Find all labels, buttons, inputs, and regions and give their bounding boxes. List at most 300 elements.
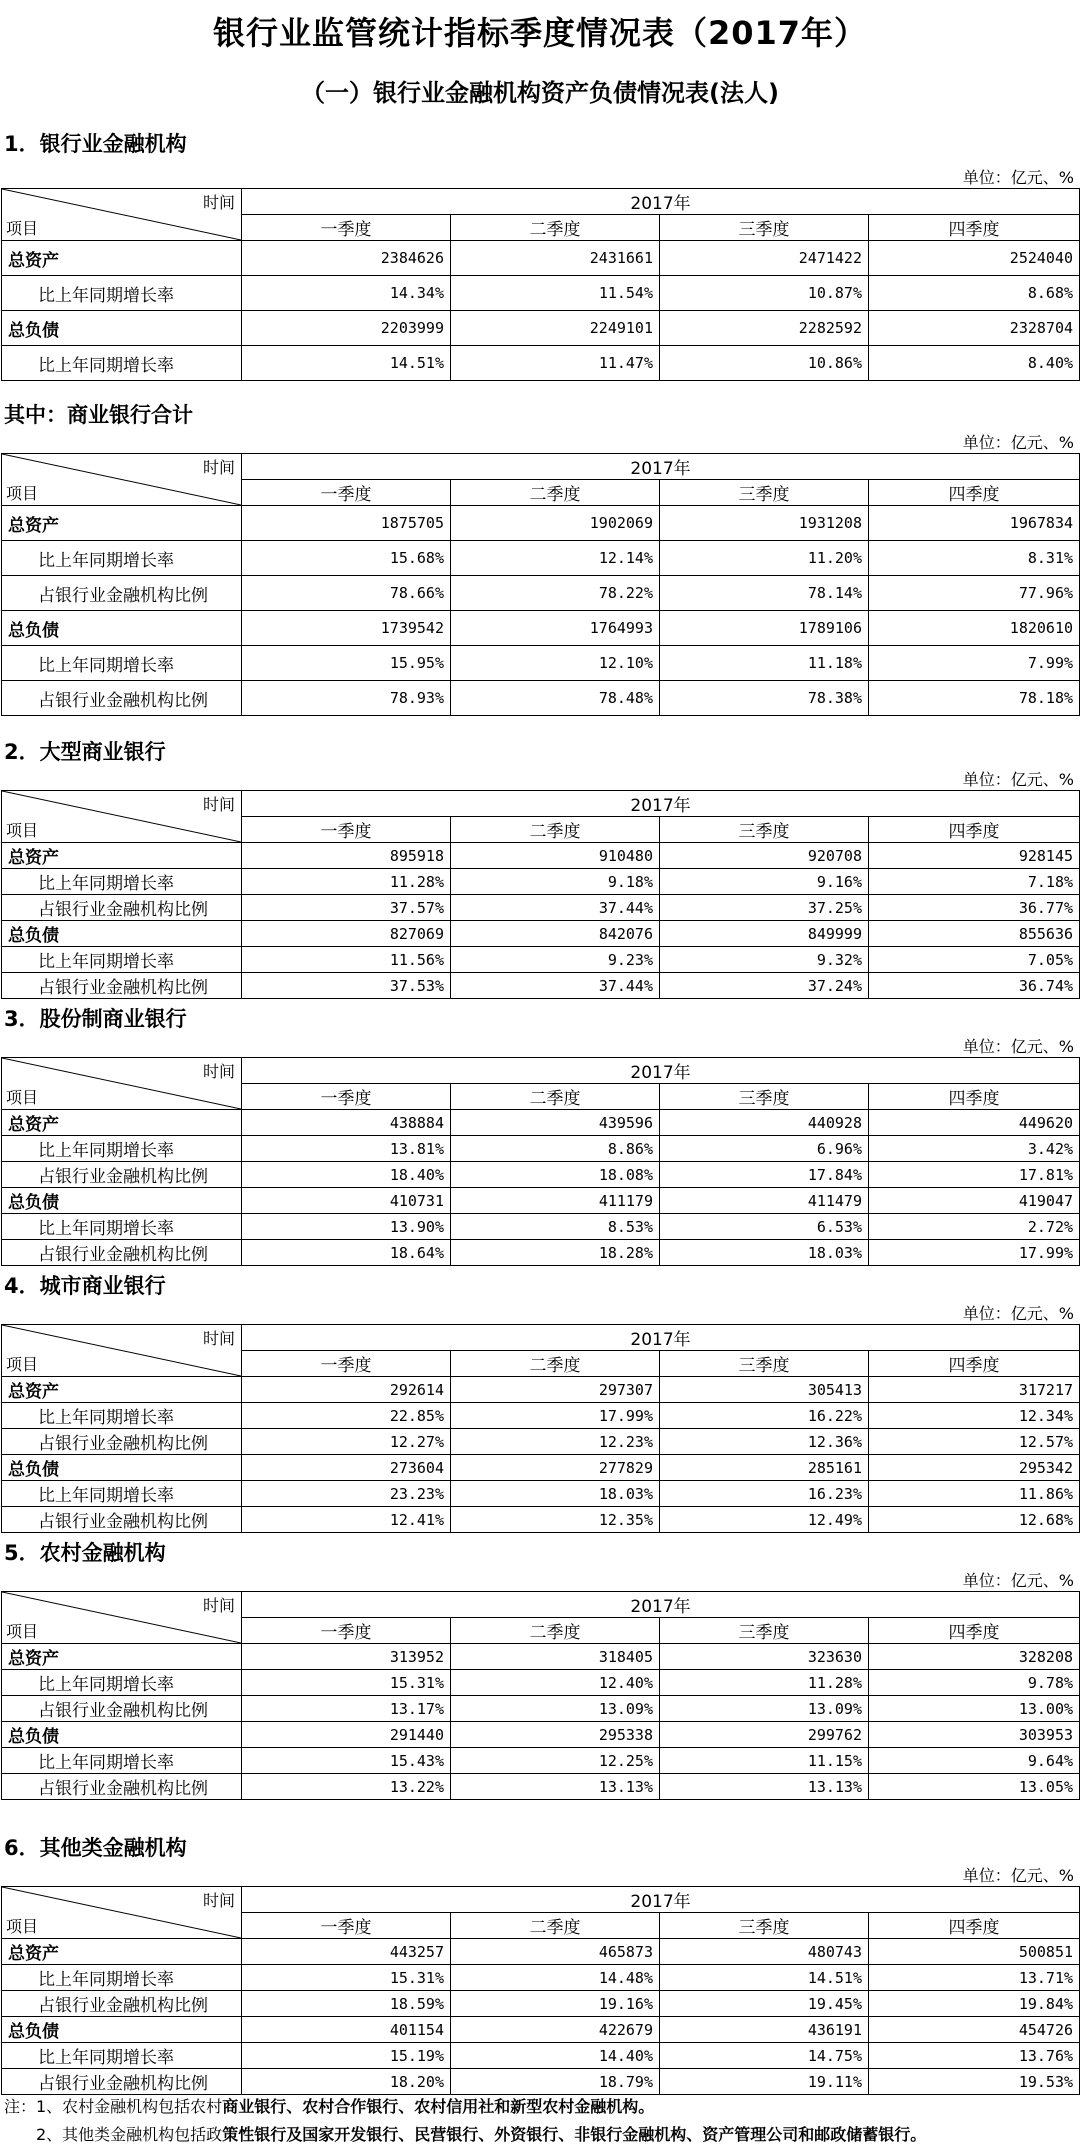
unit-label: 单位：亿元、% xyxy=(962,168,1074,187)
value-cell: 323630 xyxy=(660,1644,869,1670)
time-header-label: 时间 xyxy=(202,193,235,212)
value-cell: 438884 xyxy=(242,1110,451,1136)
value-cell: 9.18% xyxy=(451,869,660,895)
value-cell: 273604 xyxy=(242,1455,451,1481)
item-header-label: 项目 xyxy=(6,1917,39,1936)
quarter-header: 二季度 xyxy=(451,817,660,843)
table-row xyxy=(2,947,1080,973)
value-cell: 12.35% xyxy=(451,1507,660,1533)
section-title: 5．农村金融机构 xyxy=(4,1541,166,1565)
quarter-header: 四季度 xyxy=(869,1913,1080,1939)
value-cell: 295342 xyxy=(869,1455,1080,1481)
value-cell: 12.41% xyxy=(242,1507,451,1533)
header-row xyxy=(2,791,1080,817)
data-table xyxy=(1,188,1080,381)
row-label: 总负债 xyxy=(2,2017,242,2043)
row-label: 占银行业金融机构比例 xyxy=(2,895,242,921)
value-cell: 13.00% xyxy=(869,1696,1080,1722)
value-cell: 10.86% xyxy=(660,346,869,381)
table-row xyxy=(2,1722,1080,1748)
value-cell: 842076 xyxy=(451,921,660,947)
table-row xyxy=(2,2069,1080,2095)
quarter-header: 一季度 xyxy=(242,1618,451,1644)
value-cell: 411179 xyxy=(451,1188,660,1214)
unit-label: 单位：亿元、% xyxy=(962,1037,1074,1056)
table-row xyxy=(2,576,1080,611)
header-row xyxy=(2,1592,1080,1618)
value-cell: 7.18% xyxy=(869,869,1080,895)
quarter-header: 四季度 xyxy=(869,817,1080,843)
corner-header-cell xyxy=(2,189,242,241)
quarter-header: 二季度 xyxy=(451,1351,660,1377)
value-cell: 12.14% xyxy=(451,541,660,576)
note-2-rest: 策性银行及国家开发银行、民营银行、外资银行、非银行金融机构、资产管理公司和邮政储蓄银行。 xyxy=(222,2125,927,2144)
value-cell: 17.84% xyxy=(660,1162,869,1188)
value-cell: 15.68% xyxy=(242,541,451,576)
value-cell: 419047 xyxy=(869,1188,1080,1214)
value-cell: 16.23% xyxy=(660,1481,869,1507)
value-cell: 13.09% xyxy=(451,1696,660,1722)
value-cell: 13.13% xyxy=(660,1774,869,1800)
unit-label: 单位：亿元、% xyxy=(962,1304,1074,1323)
header-row xyxy=(2,454,1080,480)
value-cell: 299762 xyxy=(660,1722,869,1748)
table-row xyxy=(2,541,1080,576)
value-cell: 13.17% xyxy=(242,1696,451,1722)
header-row xyxy=(2,189,1080,215)
item-header-label: 项目 xyxy=(6,484,39,503)
value-cell: 18.20% xyxy=(242,2069,451,2095)
value-cell: 422679 xyxy=(451,2017,660,2043)
section-2 xyxy=(0,381,1080,716)
row-label: 占银行业金融机构比例 xyxy=(2,1696,242,1722)
value-cell: 15.43% xyxy=(242,1748,451,1774)
table-row xyxy=(2,1214,1080,1240)
value-cell: 19.53% xyxy=(869,2069,1080,2095)
value-cell: 2282592 xyxy=(660,311,869,346)
value-cell: 17.99% xyxy=(869,1240,1080,1266)
value-cell: 401154 xyxy=(242,2017,451,2043)
value-cell: 19.45% xyxy=(660,1991,869,2017)
value-cell: 303953 xyxy=(869,1722,1080,1748)
sections-container xyxy=(0,118,1080,2095)
value-cell: 14.75% xyxy=(660,2043,869,2069)
time-header-label: 时间 xyxy=(202,458,235,477)
table-row xyxy=(2,506,1080,541)
value-cell: 15.19% xyxy=(242,2043,451,2069)
row-label: 总资产 xyxy=(2,241,242,276)
value-cell: 37.57% xyxy=(242,895,451,921)
corner-header-cell xyxy=(2,1058,242,1110)
value-cell: 277829 xyxy=(451,1455,660,1481)
row-label: 总负债 xyxy=(2,611,242,646)
value-cell: 11.28% xyxy=(242,869,451,895)
value-cell: 2249101 xyxy=(451,311,660,346)
value-cell: 11.47% xyxy=(451,346,660,381)
quarter-header: 一季度 xyxy=(242,215,451,241)
value-cell: 7.05% xyxy=(869,947,1080,973)
table-row xyxy=(2,1696,1080,1722)
value-cell: 14.51% xyxy=(660,1965,869,1991)
value-cell: 436191 xyxy=(660,2017,869,2043)
row-label: 占银行业金融机构比例 xyxy=(2,576,242,611)
value-cell: 480743 xyxy=(660,1939,869,1965)
note-2-prefix: 2、其他类金融机构包括政 xyxy=(4,2125,223,2144)
row-label: 比上年同期增长率 xyxy=(2,1214,242,1240)
value-cell: 12.49% xyxy=(660,1507,869,1533)
value-cell: 19.16% xyxy=(451,1991,660,2017)
value-cell: 318405 xyxy=(451,1644,660,1670)
data-table xyxy=(1,1324,1080,1533)
time-header-label: 时间 xyxy=(202,795,235,814)
corner-header-cell xyxy=(2,1325,242,1377)
value-cell: 18.40% xyxy=(242,1162,451,1188)
value-cell: 8.68% xyxy=(869,276,1080,311)
value-cell: 18.03% xyxy=(660,1240,869,1266)
quarter-header: 一季度 xyxy=(242,1351,451,1377)
value-cell: 410731 xyxy=(242,1188,451,1214)
value-cell: 465873 xyxy=(451,1939,660,1965)
value-cell: 14.40% xyxy=(451,2043,660,2069)
quarter-header: 四季度 xyxy=(869,480,1080,506)
year-header: 2017年 xyxy=(242,1887,1080,1913)
quarter-header: 二季度 xyxy=(451,480,660,506)
section-7 xyxy=(0,1800,1080,2095)
value-cell: 18.28% xyxy=(451,1240,660,1266)
value-cell: 1902069 xyxy=(451,506,660,541)
header-row xyxy=(2,1887,1080,1913)
table-row xyxy=(2,1481,1080,1507)
table-row xyxy=(2,1644,1080,1670)
table-row xyxy=(2,1188,1080,1214)
row-label: 占银行业金融机构比例 xyxy=(2,973,242,999)
value-cell: 2203999 xyxy=(242,311,451,346)
value-cell: 2384626 xyxy=(242,241,451,276)
value-cell: 449620 xyxy=(869,1110,1080,1136)
value-cell: 18.59% xyxy=(242,1991,451,2017)
value-cell: 78.66% xyxy=(242,576,451,611)
value-cell: 78.93% xyxy=(242,681,451,716)
section-title: 4．城市商业银行 xyxy=(4,1274,166,1298)
row-label: 比上年同期增长率 xyxy=(2,276,242,311)
quarter-header: 三季度 xyxy=(660,1084,869,1110)
value-cell: 12.57% xyxy=(869,1429,1080,1455)
value-cell: 12.23% xyxy=(451,1429,660,1455)
year-header: 2017年 xyxy=(242,189,1080,215)
value-cell: 11.18% xyxy=(660,646,869,681)
quarter-header: 二季度 xyxy=(451,1084,660,1110)
value-cell: 313952 xyxy=(242,1644,451,1670)
row-label: 占银行业金融机构比例 xyxy=(2,1429,242,1455)
value-cell: 11.20% xyxy=(660,541,869,576)
value-cell: 2471422 xyxy=(660,241,869,276)
table-row xyxy=(2,1136,1080,1162)
row-label: 比上年同期增长率 xyxy=(2,1748,242,1774)
value-cell: 37.44% xyxy=(451,895,660,921)
value-cell: 1931208 xyxy=(660,506,869,541)
corner-header-cell xyxy=(2,454,242,506)
value-cell: 78.38% xyxy=(660,681,869,716)
quarter-header: 三季度 xyxy=(660,1913,869,1939)
page-title: 银行业监管统计指标季度情况表（2017年） xyxy=(212,14,868,52)
value-cell: 849999 xyxy=(660,921,869,947)
year-header: 2017年 xyxy=(242,1058,1080,1084)
value-cell: 920708 xyxy=(660,843,869,869)
time-header-label: 时间 xyxy=(202,1329,235,1348)
value-cell: 15.31% xyxy=(242,1670,451,1696)
value-cell: 1967834 xyxy=(869,506,1080,541)
table-row xyxy=(2,241,1080,276)
value-cell: 36.77% xyxy=(869,895,1080,921)
table-row xyxy=(2,1965,1080,1991)
value-cell: 827069 xyxy=(242,921,451,947)
item-header-label: 项目 xyxy=(6,1355,39,1374)
value-cell: 297307 xyxy=(451,1377,660,1403)
section-title: 6．其他类金融机构 xyxy=(4,1836,187,1860)
value-cell: 2328704 xyxy=(869,311,1080,346)
row-label: 总负债 xyxy=(2,1188,242,1214)
value-cell: 317217 xyxy=(869,1377,1080,1403)
unit-label: 单位：亿元、% xyxy=(962,770,1074,789)
row-label: 占银行业金融机构比例 xyxy=(2,1991,242,2017)
value-cell: 10.87% xyxy=(660,276,869,311)
quarter-header: 三季度 xyxy=(660,480,869,506)
quarter-header: 三季度 xyxy=(660,1618,869,1644)
value-cell: 16.22% xyxy=(660,1403,869,1429)
row-label: 占银行业金融机构比例 xyxy=(2,2069,242,2095)
time-header-label: 时间 xyxy=(202,1062,235,1081)
item-header-label: 项目 xyxy=(6,219,39,238)
table-row xyxy=(2,1991,1080,2017)
table-row xyxy=(2,1429,1080,1455)
quarter-header: 一季度 xyxy=(242,1084,451,1110)
quarter-header: 四季度 xyxy=(869,1618,1080,1644)
table-row xyxy=(2,1748,1080,1774)
section-title: 其中：商业银行合计 xyxy=(4,403,193,427)
value-cell: 11.28% xyxy=(660,1670,869,1696)
row-label: 总资产 xyxy=(2,1939,242,1965)
value-cell: 439596 xyxy=(451,1110,660,1136)
value-cell: 22.85% xyxy=(242,1403,451,1429)
value-cell: 12.25% xyxy=(451,1748,660,1774)
value-cell: 8.53% xyxy=(451,1214,660,1240)
row-label: 比上年同期增长率 xyxy=(2,1403,242,1429)
item-header-label: 项目 xyxy=(6,1622,39,1641)
year-header: 2017年 xyxy=(242,791,1080,817)
value-cell: 11.56% xyxy=(242,947,451,973)
quarter-header: 四季度 xyxy=(869,1084,1080,1110)
table-row xyxy=(2,1110,1080,1136)
value-cell: 7.99% xyxy=(869,646,1080,681)
value-cell: 305413 xyxy=(660,1377,869,1403)
value-cell: 36.74% xyxy=(869,973,1080,999)
row-label: 占银行业金融机构比例 xyxy=(2,1507,242,1533)
value-cell: 13.09% xyxy=(660,1696,869,1722)
value-cell: 18.08% xyxy=(451,1162,660,1188)
header-row xyxy=(2,1058,1080,1084)
value-cell: 11.54% xyxy=(451,276,660,311)
value-cell: 18.64% xyxy=(242,1240,451,1266)
table-row xyxy=(2,1403,1080,1429)
table-row xyxy=(2,869,1080,895)
row-label: 占银行业金融机构比例 xyxy=(2,1774,242,1800)
value-cell: 12.27% xyxy=(242,1429,451,1455)
value-cell: 11.86% xyxy=(869,1481,1080,1507)
quarter-header: 二季度 xyxy=(451,1913,660,1939)
value-cell: 14.34% xyxy=(242,276,451,311)
row-label: 总负债 xyxy=(2,1722,242,1748)
section-title: 3．股份制商业银行 xyxy=(4,1007,187,1031)
value-cell: 443257 xyxy=(242,1939,451,1965)
row-label: 占银行业金融机构比例 xyxy=(2,1162,242,1188)
value-cell: 78.48% xyxy=(451,681,660,716)
value-cell: 1739542 xyxy=(242,611,451,646)
year-header: 2017年 xyxy=(242,1592,1080,1618)
data-table xyxy=(1,1057,1080,1266)
quarter-header: 二季度 xyxy=(451,215,660,241)
data-table xyxy=(1,453,1080,716)
value-cell: 9.64% xyxy=(869,1748,1080,1774)
row-label: 总负债 xyxy=(2,1455,242,1481)
note-2 xyxy=(0,2121,1080,2149)
item-header-label: 项目 xyxy=(6,821,39,840)
value-cell: 500851 xyxy=(869,1939,1080,1965)
value-cell: 3.42% xyxy=(869,1136,1080,1162)
value-cell: 2524040 xyxy=(869,241,1080,276)
notes xyxy=(0,2093,1080,2149)
year-header: 2017年 xyxy=(242,454,1080,480)
value-cell: 910480 xyxy=(451,843,660,869)
row-label: 比上年同期增长率 xyxy=(2,947,242,973)
value-cell: 8.86% xyxy=(451,1136,660,1162)
value-cell: 9.16% xyxy=(660,869,869,895)
table-row xyxy=(2,1377,1080,1403)
quarter-header: 二季度 xyxy=(451,1618,660,1644)
table-row xyxy=(2,681,1080,716)
row-label: 总资产 xyxy=(2,506,242,541)
quarter-header: 三季度 xyxy=(660,817,869,843)
page-subtitle: （一）银行业金融机构资产负债情况表(法人) xyxy=(301,78,779,107)
quarter-header: 一季度 xyxy=(242,1913,451,1939)
row-label: 总负债 xyxy=(2,311,242,346)
value-cell: 855636 xyxy=(869,921,1080,947)
value-cell: 77.96% xyxy=(869,576,1080,611)
data-table xyxy=(1,1591,1080,1800)
value-cell: 12.68% xyxy=(869,1507,1080,1533)
value-cell: 13.22% xyxy=(242,1774,451,1800)
data-table xyxy=(1,790,1080,999)
note-1-prefix: 注：1、农村金融机构包括农村 xyxy=(4,2097,223,2116)
table-row xyxy=(2,843,1080,869)
section-3 xyxy=(0,716,1080,999)
value-cell: 17.99% xyxy=(451,1403,660,1429)
corner-header-cell xyxy=(2,791,242,843)
unit-label: 单位：亿元、% xyxy=(962,1866,1074,1885)
row-label: 比上年同期增长率 xyxy=(2,346,242,381)
table-row xyxy=(2,895,1080,921)
time-header-label: 时间 xyxy=(202,1891,235,1910)
table-row xyxy=(2,646,1080,681)
value-cell: 9.78% xyxy=(869,1670,1080,1696)
value-cell: 2.72% xyxy=(869,1214,1080,1240)
value-cell: 328208 xyxy=(869,1644,1080,1670)
value-cell: 2431661 xyxy=(451,241,660,276)
corner-header-cell xyxy=(2,1592,242,1644)
row-label: 总资产 xyxy=(2,1110,242,1136)
value-cell: 411479 xyxy=(660,1188,869,1214)
row-label: 总资产 xyxy=(2,1644,242,1670)
quarter-header: 三季度 xyxy=(660,215,869,241)
header-row xyxy=(2,1325,1080,1351)
table-row xyxy=(2,1240,1080,1266)
value-cell: 6.53% xyxy=(660,1214,869,1240)
quarter-header: 一季度 xyxy=(242,817,451,843)
section-6 xyxy=(0,1533,1080,1800)
value-cell: 895918 xyxy=(242,843,451,869)
value-cell: 1875705 xyxy=(242,506,451,541)
year-header: 2017年 xyxy=(242,1325,1080,1351)
value-cell: 13.05% xyxy=(869,1774,1080,1800)
value-cell: 291440 xyxy=(242,1722,451,1748)
value-cell: 23.23% xyxy=(242,1481,451,1507)
value-cell: 13.13% xyxy=(451,1774,660,1800)
value-cell: 19.11% xyxy=(660,2069,869,2095)
value-cell: 1789106 xyxy=(660,611,869,646)
note-1 xyxy=(0,2093,1080,2121)
table-row xyxy=(2,311,1080,346)
row-label: 占银行业金融机构比例 xyxy=(2,681,242,716)
quarter-header: 一季度 xyxy=(242,480,451,506)
section-5 xyxy=(0,1266,1080,1533)
value-cell: 11.15% xyxy=(660,1748,869,1774)
value-cell: 9.23% xyxy=(451,947,660,973)
value-cell: 13.76% xyxy=(869,2043,1080,2069)
value-cell: 18.03% xyxy=(451,1481,660,1507)
value-cell: 440928 xyxy=(660,1110,869,1136)
table-row xyxy=(2,611,1080,646)
value-cell: 15.95% xyxy=(242,646,451,681)
value-cell: 8.31% xyxy=(869,541,1080,576)
unit-label: 单位：亿元、% xyxy=(962,1571,1074,1590)
section-1 xyxy=(0,118,1080,381)
value-cell: 1820610 xyxy=(869,611,1080,646)
corner-header-cell xyxy=(2,1887,242,1939)
value-cell: 12.36% xyxy=(660,1429,869,1455)
value-cell: 14.48% xyxy=(451,1965,660,1991)
note-1-rest: 商业银行、农村合作银行、农村信用社和新型农村金融机构。 xyxy=(222,2097,655,2116)
table-row xyxy=(2,1774,1080,1800)
section-title: 1．银行业金融机构 xyxy=(4,132,187,156)
value-cell: 18.79% xyxy=(451,2069,660,2095)
value-cell: 13.81% xyxy=(242,1136,451,1162)
time-header-label: 时间 xyxy=(202,1596,235,1615)
section-title: 2．大型商业银行 xyxy=(4,740,166,764)
table-row xyxy=(2,1507,1080,1533)
value-cell: 12.10% xyxy=(451,646,660,681)
row-label: 总资产 xyxy=(2,843,242,869)
value-cell: 285161 xyxy=(660,1455,869,1481)
value-cell: 12.34% xyxy=(869,1403,1080,1429)
row-label: 比上年同期增长率 xyxy=(2,1965,242,1991)
value-cell: 454726 xyxy=(869,2017,1080,2043)
value-cell: 13.90% xyxy=(242,1214,451,1240)
table-row xyxy=(2,1670,1080,1696)
value-cell: 6.96% xyxy=(660,1136,869,1162)
value-cell: 37.24% xyxy=(660,973,869,999)
table-row xyxy=(2,973,1080,999)
value-cell: 1764993 xyxy=(451,611,660,646)
table-row xyxy=(2,1939,1080,1965)
